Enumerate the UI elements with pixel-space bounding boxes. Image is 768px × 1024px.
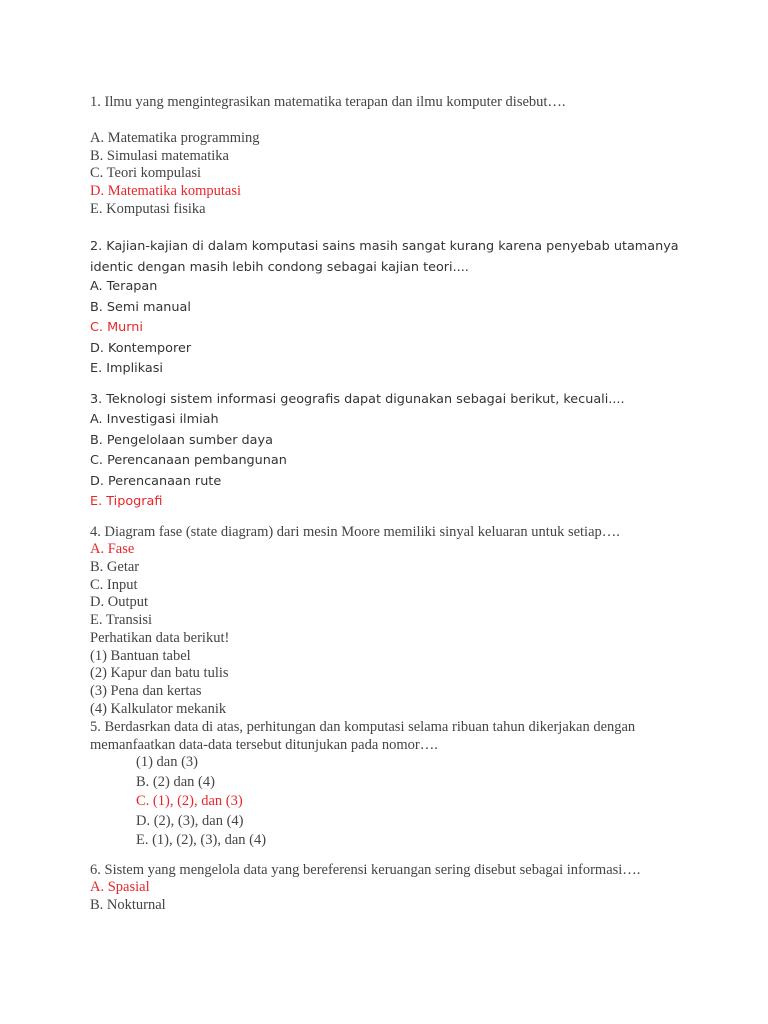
q5-option-d: D. (2), (3), dan (4) bbox=[136, 813, 244, 829]
q4-option-b: B. Getar bbox=[90, 559, 140, 575]
q4-option-c: C. Input bbox=[90, 577, 138, 593]
data-item-2: (2) Kapur dan batu tulis bbox=[90, 665, 229, 681]
q2-question-line1: 2. Kajian-kajian di dalam komputasi sains masih sangat kurang karena penyebab utamanya bbox=[90, 239, 679, 254]
data-intro: Perhatikan data berikut! bbox=[90, 630, 230, 646]
q5-option-e: E. (1), (2), (3), dan (4) bbox=[136, 832, 267, 848]
q2-option-a: A. Terapan bbox=[90, 279, 158, 294]
q2-option-e: E. Implikasi bbox=[90, 361, 163, 376]
q5-question-line2: memanfaatkan data-data tersebut ditunjukan pada nomor…. bbox=[90, 737, 438, 753]
q5-option-c-correct: C. (1), (2), dan (3) bbox=[136, 793, 243, 809]
q5-option-b: B. (2) dan (4) bbox=[136, 774, 215, 790]
q1-question: 1. Ilmu yang mengintegrasikan matematika terapan dan ilmu komputer disebut…. bbox=[90, 94, 566, 110]
q2-option-b: B. Semi manual bbox=[90, 300, 191, 315]
data-item-1: (1) Bantuan tabel bbox=[90, 648, 191, 664]
q3-option-d: D. Perencanaan rute bbox=[90, 474, 222, 489]
q4-option-e: E. Transisi bbox=[90, 612, 153, 628]
q3-option-e-correct: E. Tipografi bbox=[90, 494, 163, 509]
q3-question: 3. Teknologi sistem informasi geografis dapat digunakan sebagai berikut, kecuali.... bbox=[90, 392, 625, 407]
q1-option-d-correct: D. Matematika komputasi bbox=[90, 183, 242, 199]
q5-option-a: (1) dan (3) bbox=[136, 754, 199, 770]
q3-option-c: C. Perencanaan pembangunan bbox=[90, 453, 287, 468]
q1-option-e: E. Komputasi fisika bbox=[90, 201, 206, 217]
q4-question: 4. Diagram fase (state diagram) dari mesin Moore memiliki sinyal keluaran untuk setiap…. bbox=[90, 524, 620, 540]
q4-option-a-correct: A. Fase bbox=[90, 541, 135, 557]
q2-option-d: D. Kontemporer bbox=[90, 341, 192, 356]
q3-option-a: A. Investigasi ilmiah bbox=[90, 412, 219, 427]
q5-question-line1: 5. Berdasrkan data di atas, perhitungan dan komputasi selama ribuan tahun dikerjakan dengan bbox=[90, 719, 636, 735]
q1-option-a: A. Matematika programming bbox=[90, 130, 260, 146]
q1-option-b: B. Simulasi matematika bbox=[90, 148, 229, 164]
q2-option-c-correct: C. Murni bbox=[90, 320, 143, 335]
data-item-3: (3) Pena dan kertas bbox=[90, 683, 202, 699]
q6-question: 6. Sistem yang mengelola data yang bereferensi keruangan sering disebut sebagai informasi…. bbox=[90, 862, 641, 878]
q6-option-a-correct: A. Spasial bbox=[90, 879, 150, 895]
q1-option-c: C. Teori kompulasi bbox=[90, 165, 202, 181]
q3-option-b: B. Pengelolaan sumber daya bbox=[90, 433, 273, 448]
q6-option-b: B. Nokturnal bbox=[90, 897, 166, 913]
q2-question-line2: identic dengan masih lebih condong sebagai kajian teori.... bbox=[90, 260, 469, 275]
q4-option-d: D. Output bbox=[90, 594, 148, 610]
data-item-4: (4) Kalkulator mekanik bbox=[90, 701, 227, 717]
